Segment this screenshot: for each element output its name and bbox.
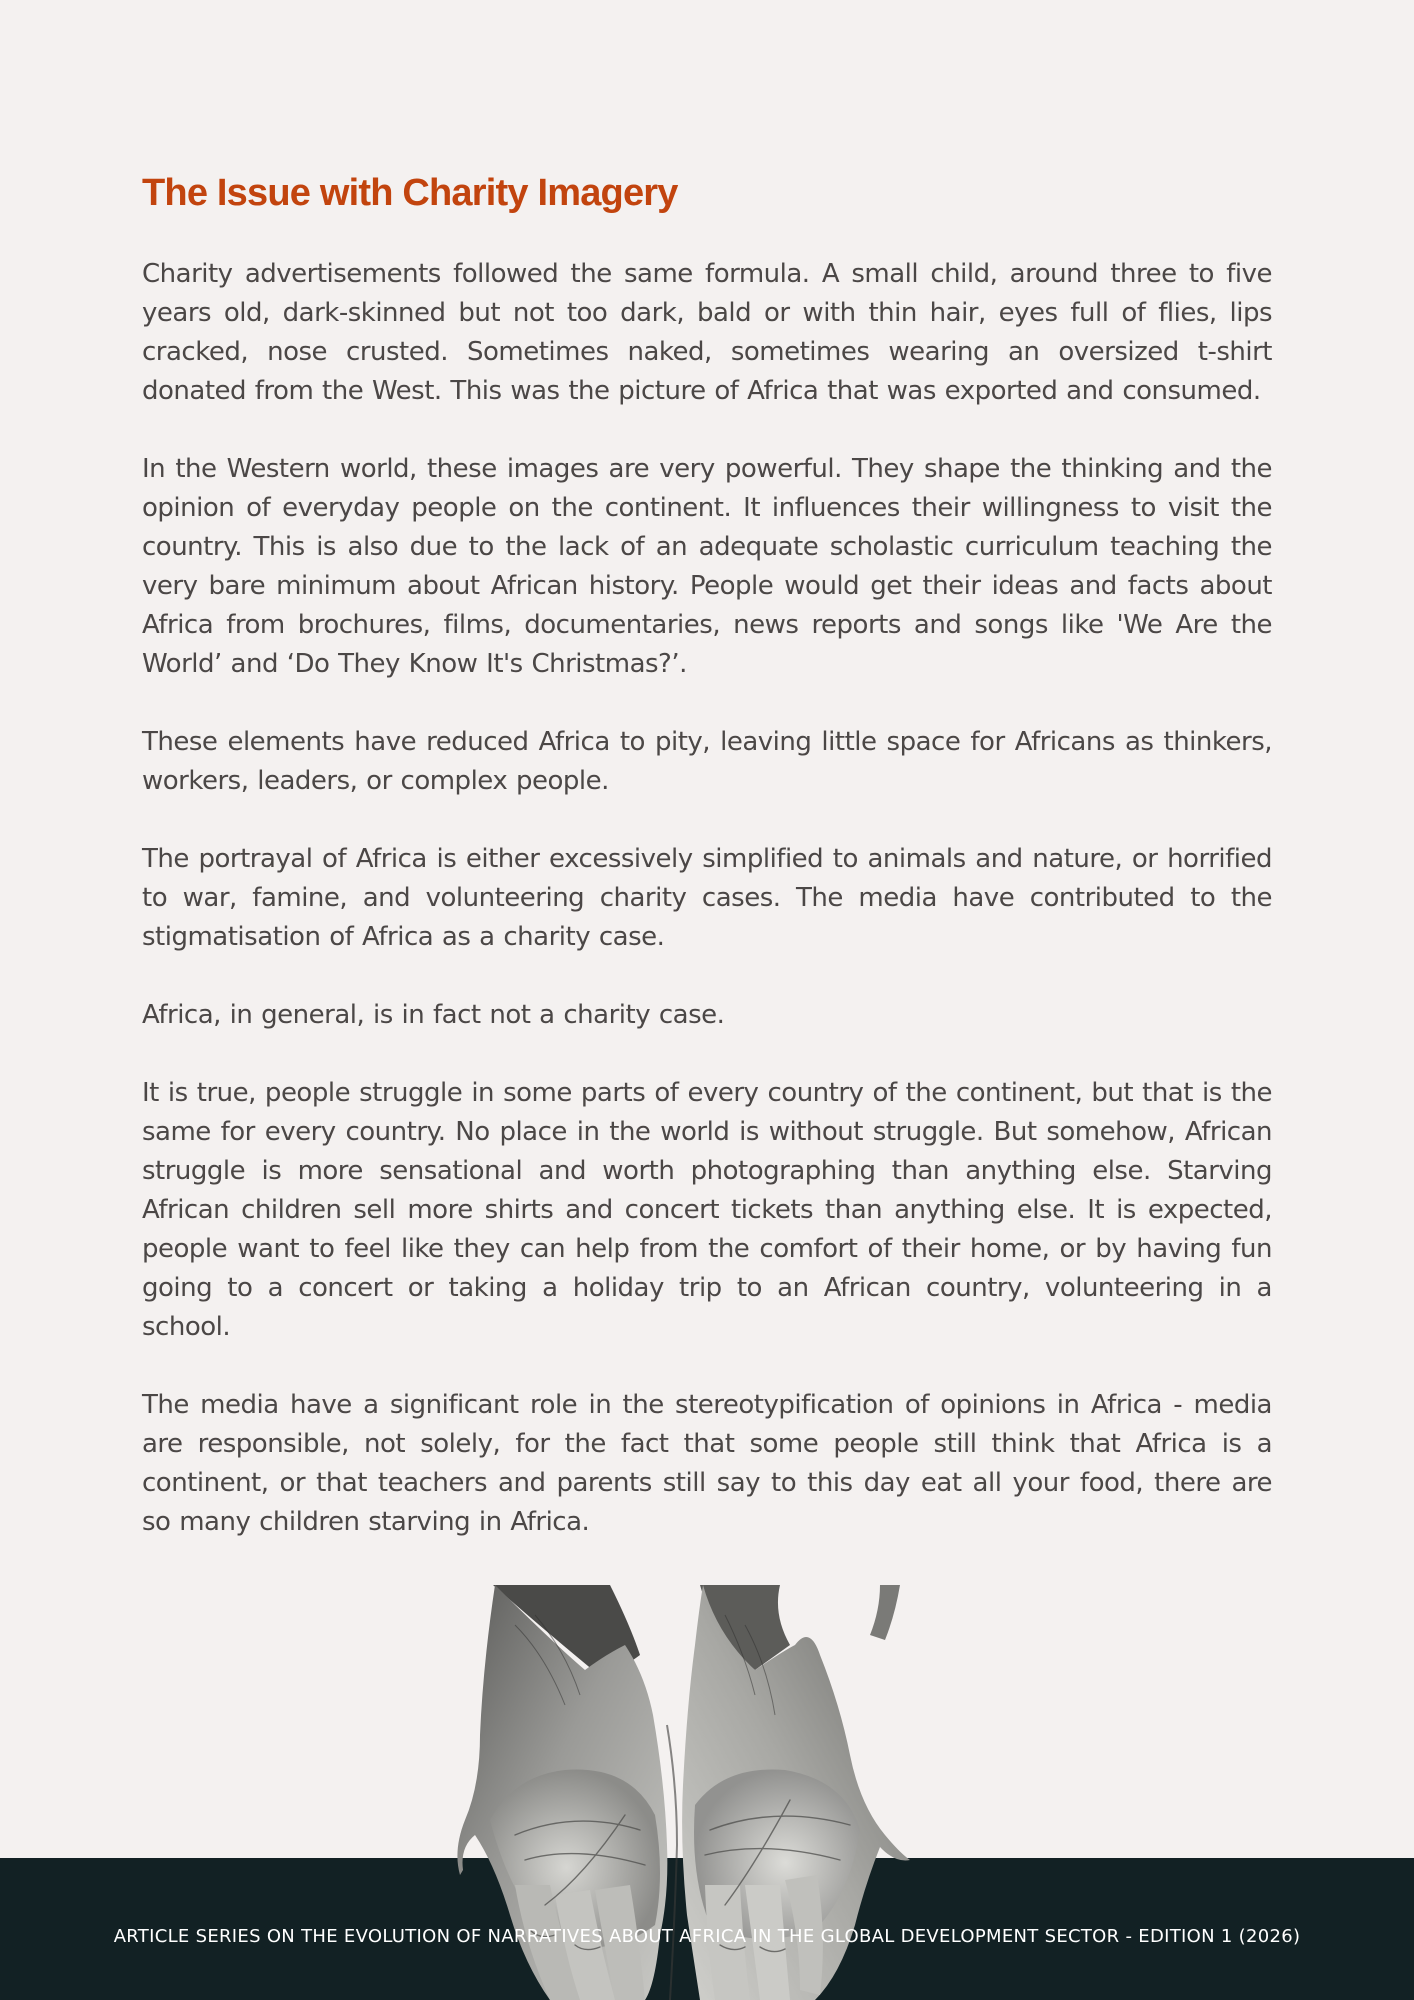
article-body (142, 255, 1272, 1581)
paragraph-3: These elements have reduced Africa to pity, leaving little space for Africans as thinkers, workers, leaders, or complex people. (142, 727, 1272, 796)
paragraph-5: Africa, in general, is in fact not a charity case. (142, 1000, 725, 1030)
article-title: The Issue with Charity Imagery (142, 172, 678, 214)
paragraph-2: In the Western world, these images are very powerful. They shape the thinking and the opinion of everyday people on the continent. It influences their willingness to visit the country. This is also due to the lack of an adequate scholastic curriculum teaching the very bare minimum about African history. People would get their ideas and facts about Africa from brochures, films, documentaries, news reports and songs like 'We Are the World’ and ‘Do They Know It's Christmas?’. (142, 454, 1272, 679)
paragraph-7: The media have a significant role in the stereotypification of opinions in Africa - media are responsible, not solely, for the fact that some people still think that Africa is a continent, or that teachers and parents still say to this day eat all your food, there are so many children starving in Africa. (142, 1390, 1272, 1537)
footer-series-text: ARTICLE SERIES ON THE EVOLUTION OF NARRATIVES ABOUT AFRICA IN THE GLOBAL DEVELOPMENT SECTOR - EDITION 1 (2026) (113, 1926, 1301, 1947)
paragraph-1: Charity advertisements followed the same formula. A small child, around three to five years old, dark-skinned but not too dark, bald or with thin hair, eyes full of flies, lips cracked, nose crusted. Sometimes naked, sometimes wearing an oversized t-shirt donated from the West. This was the picture of Africa that was exported and consumed. (142, 259, 1272, 406)
paragraph-6: It is true, people struggle in some parts of every country of the continent, but that is the same for every country. No place in the world is without struggle. But somehow, African struggle is more sensational and worth photographing than anything else. Starving African children sell more shirts and concert tickets than anything else. It is expected, people want to feel like they can help from the comfort of their home, or by having fun going to a concert or taking a holiday trip to an African country, volunteering in a school. (142, 1078, 1272, 1342)
paragraph-4: The portrayal of Africa is either excessively simplified to animals and nature, or horrified to war, famine, and volunteering charity cases. The media have contributed to the stigmatisation of Africa as a charity case. (142, 844, 1272, 952)
